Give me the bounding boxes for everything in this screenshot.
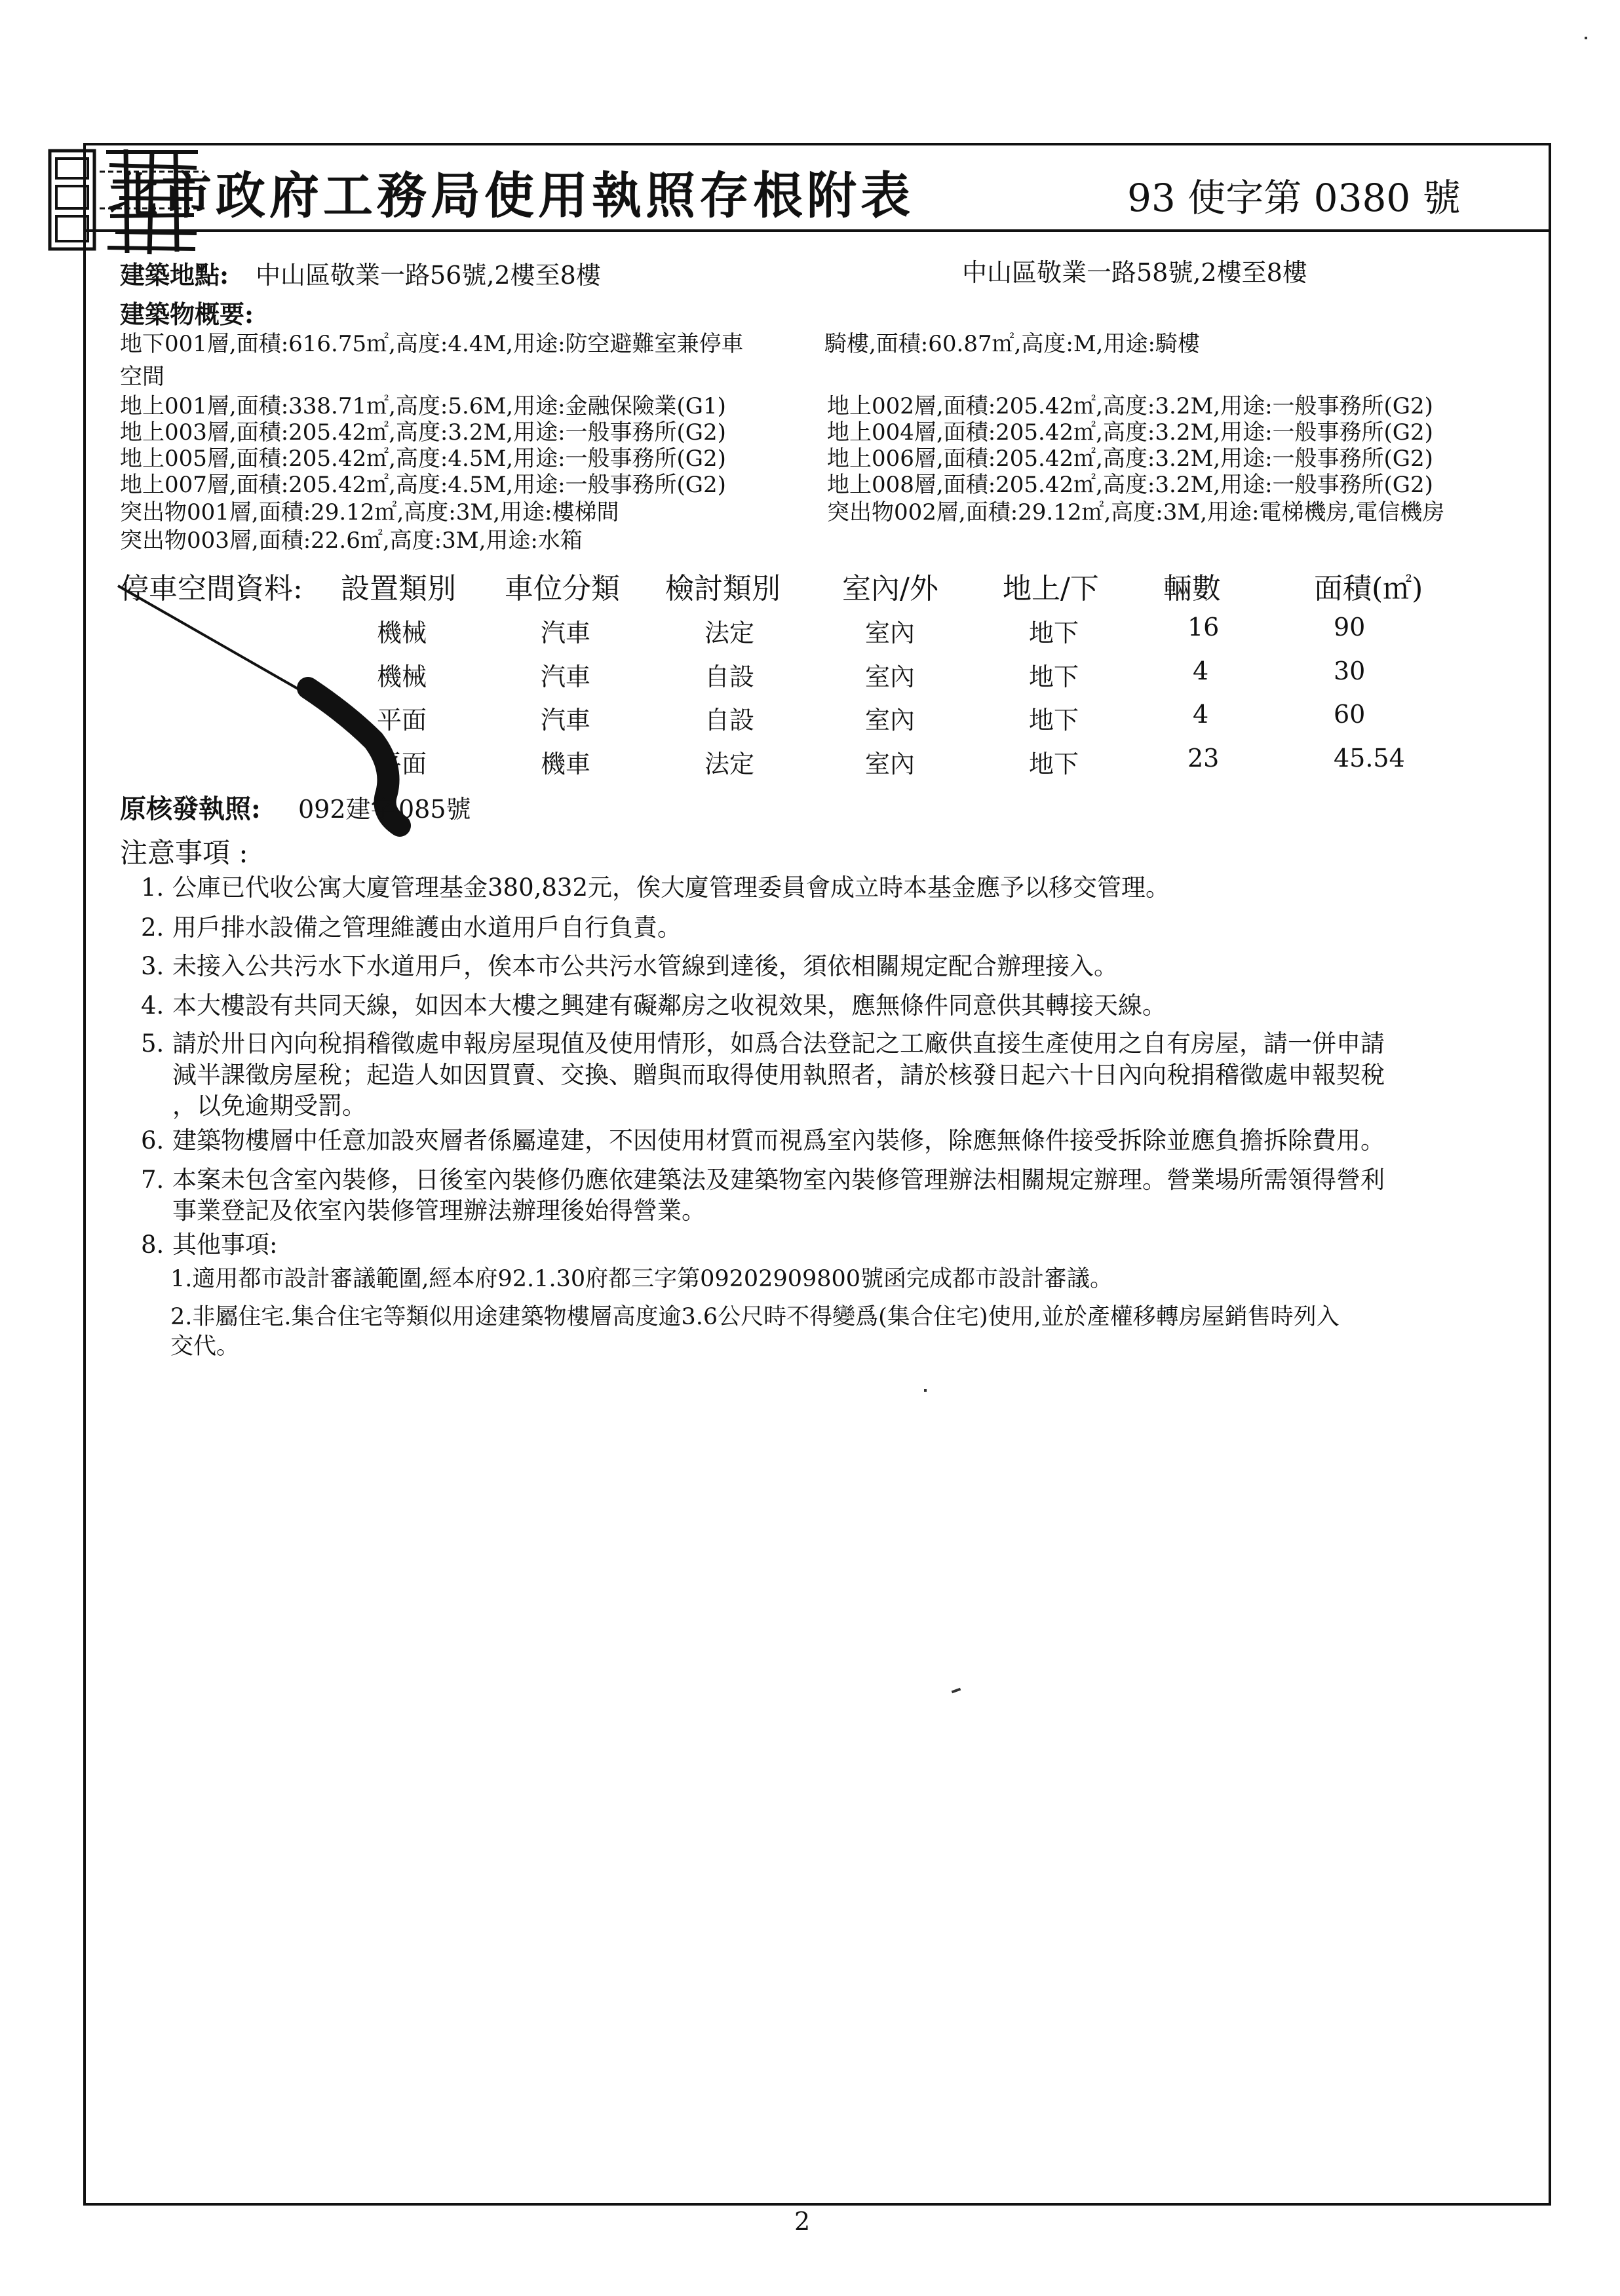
note-text: 本大樓設有共同天線，如因本大樓之興建有礙鄰房之收視效果，應無條件同意供其轉接天線。 [172, 991, 1167, 1020]
parking-cell: 45.54 [1334, 744, 1405, 773]
note-text: 本案未包含室內裝修，日後室內裝修仍應依建築法及建築物室內裝修管理辦法相關規定辦理。營業場所需領得營利 [172, 1166, 1385, 1194]
location-address-2: 中山區敬業一路58號,2樓至8樓 [962, 258, 1307, 287]
note-text: 建築物樓層中任意加設夾層者係屬違建，不因使用材質而視爲室內裝修，除應無條件接受拆除並應負擔拆除費用。 [172, 1126, 1385, 1155]
note-number: 1. [141, 873, 164, 902]
parking-header: 設置類別 [341, 572, 456, 605]
parking-cell: 4 [1193, 700, 1209, 729]
parking-header: 車位分類 [505, 572, 620, 605]
note-text: 用戶排水設備之管理維護由水道用戶自行負責。 [172, 913, 682, 942]
note-number: 4. [141, 991, 164, 1020]
note-text: 請於卅日內向稅捐稽徵處申報房屋現值及使用情形，如爲合法登記之工廠供直接生產使用之自有房屋，請一併申請 [172, 1029, 1385, 1058]
parking-cell: 地下 [1029, 619, 1079, 647]
note-text: 公庫已代收公寓大廈管理基金380,832元，俟大廈管理委員會成立時本基金應予以移交管理。 [172, 873, 1170, 902]
parking-cell: 機車 [541, 750, 591, 778]
parking-header: 輛數 [1163, 572, 1221, 605]
note-item [141, 1165, 1385, 1195]
permit-number: 93 使字第 0380 號 [1127, 176, 1461, 220]
parking-cell: 4 [1193, 657, 1209, 685]
overview-line: 地上008層,面積:205.42㎡,高度:3.2M,用途:一般事務所(G2) [827, 472, 1433, 498]
parking-cell: 平面 [377, 706, 427, 735]
parking-header: 檢討類別 [665, 572, 781, 605]
parking-cell: 室內 [865, 662, 916, 691]
note-text: 未接入公共污水下水道用戶，俟本市公共污水管線到達後，須依相關規定配合辦理接入。 [172, 952, 1118, 980]
overview-line: 突出物003層,面積:22.6㎡,高度:3M,用途:水箱 [120, 527, 583, 554]
location-address-1: 中山區敬業一路56號,2樓至8樓 [256, 261, 601, 290]
note-text: 其他事項: [172, 1231, 278, 1259]
overview-line: 地上005層,面積:205.42㎡,高度:4.5M,用途:一般事務所(G2) [120, 446, 726, 472]
parking-cell: 法定 [704, 750, 755, 778]
parking-header: 室內/外 [842, 572, 938, 605]
note-item [141, 1029, 1385, 1059]
page-title: 北市政府工務局使用執照存根附表 [108, 166, 914, 225]
sub-note: 1.適用都市設計審議範圍,經本府92.1.30府都三字第09202909800號函完成都市設計審議。 [170, 1266, 1113, 1292]
parking-cell: 機械 [377, 662, 427, 691]
note-item [141, 873, 1170, 903]
page-number: 2 [794, 2207, 811, 2236]
parking-cell: 室內 [865, 619, 916, 647]
original-permit-suffix: 085號 [398, 795, 471, 824]
note-item [141, 913, 682, 943]
overview-line: 地上002層,面積:205.42㎡,高度:3.2M,用途:一般事務所(G2) [827, 393, 1433, 419]
parking-cell: 地下 [1029, 662, 1079, 691]
parking-header: 地上/下 [1003, 572, 1099, 605]
note-number: 7. [141, 1166, 164, 1194]
overview-line: 地上006層,面積:205.42㎡,高度:3.2M,用途:一般事務所(G2) [827, 446, 1433, 472]
original-permit-prefix: 092建字 [298, 795, 396, 824]
overview-line: 騎樓,面積:60.87㎡,高度:M,用途:騎樓 [824, 331, 1200, 357]
scan-speck [924, 1389, 927, 1392]
note-text: ，以免逾期受罰。 [172, 1092, 366, 1120]
note-number: 5. [141, 1029, 164, 1058]
parking-cell: 16 [1187, 613, 1220, 641]
overview-line: 突出物002層,面積:29.12㎡,高度:3M,用途:電梯機房,電信機房 [827, 499, 1445, 526]
location-label: 建築地點: [120, 260, 229, 290]
note-number: 2. [141, 913, 164, 942]
note-item [141, 991, 1167, 1021]
note-item [141, 951, 1118, 982]
note-number: 6. [141, 1126, 164, 1155]
parking-cell: 汽車 [541, 662, 591, 691]
overview-line: 地上004層,面積:205.42㎡,高度:3.2M,用途:一般事務所(G2) [827, 419, 1433, 446]
parking-header: 面積(㎡) [1314, 572, 1423, 605]
parking-cell: 自設 [704, 662, 755, 691]
overview-line: 地上003層,面積:205.42㎡,高度:3.2M,用途:一般事務所(G2) [120, 419, 726, 446]
parking-cell: 23 [1187, 744, 1220, 773]
note-text: 減半課徵房屋稅；起造人如因買賣、交換、贈與而取得使用執照者，請於核發日起六十日內向稅捐稽徵處申報契稅 [172, 1061, 1385, 1089]
parking-cell: 60 [1334, 700, 1366, 729]
parking-cell: 平面 [377, 750, 427, 778]
note-number: 8. [141, 1231, 164, 1259]
overview-line: 地上001層,面積:338.71㎡,高度:5.6M,用途:金融保險業(G1) [120, 393, 726, 419]
scan-speck [1585, 37, 1587, 39]
overview-line: 地上007層,面積:205.42㎡,高度:4.5M,用途:一般事務所(G2) [120, 472, 726, 498]
title-divider [83, 229, 1551, 232]
note-number: 3. [141, 952, 164, 980]
parking-label: 停車空間資料: [120, 572, 303, 605]
parking-cell: 汽車 [541, 706, 591, 735]
parking-cell: 地下 [1029, 750, 1079, 778]
sub-note: 2.非屬住宅.集合住宅等類似用途建築物樓層高度逾3.6公尺時不得變爲(集合住宅)使用,並於產權移轉房屋銷售時列入 [170, 1304, 1340, 1330]
sub-note: 交代。 [170, 1333, 240, 1360]
overview-line: 地下001層,面積:616.75㎡,高度:4.4M,用途:防空避難室兼停車 [120, 331, 744, 357]
parking-cell: 90 [1334, 613, 1366, 641]
parking-cell: 地下 [1029, 706, 1079, 735]
parking-cell: 機械 [377, 619, 427, 647]
parking-cell: 30 [1334, 657, 1366, 685]
overview-line: 突出物001層,面積:29.12㎡,高度:3M,用途:樓梯間 [120, 499, 619, 526]
note-item [141, 1230, 277, 1260]
parking-cell: 室內 [865, 706, 916, 735]
parking-cell: 汽車 [541, 619, 591, 647]
note-item [141, 1126, 1385, 1156]
overview-label: 建築物概要: [120, 299, 254, 329]
parking-cell: 自設 [704, 706, 755, 735]
parking-cell: 室內 [865, 750, 916, 778]
note-text: 事業登記及依室內裝修管理辦法辦理後始得營業。 [172, 1196, 706, 1225]
overview-line: 空間 [120, 364, 164, 390]
original-permit-label: 原核發執照: [120, 794, 261, 824]
notes-label: 注意事項 : [120, 837, 248, 869]
parking-cell: 法定 [704, 619, 755, 647]
